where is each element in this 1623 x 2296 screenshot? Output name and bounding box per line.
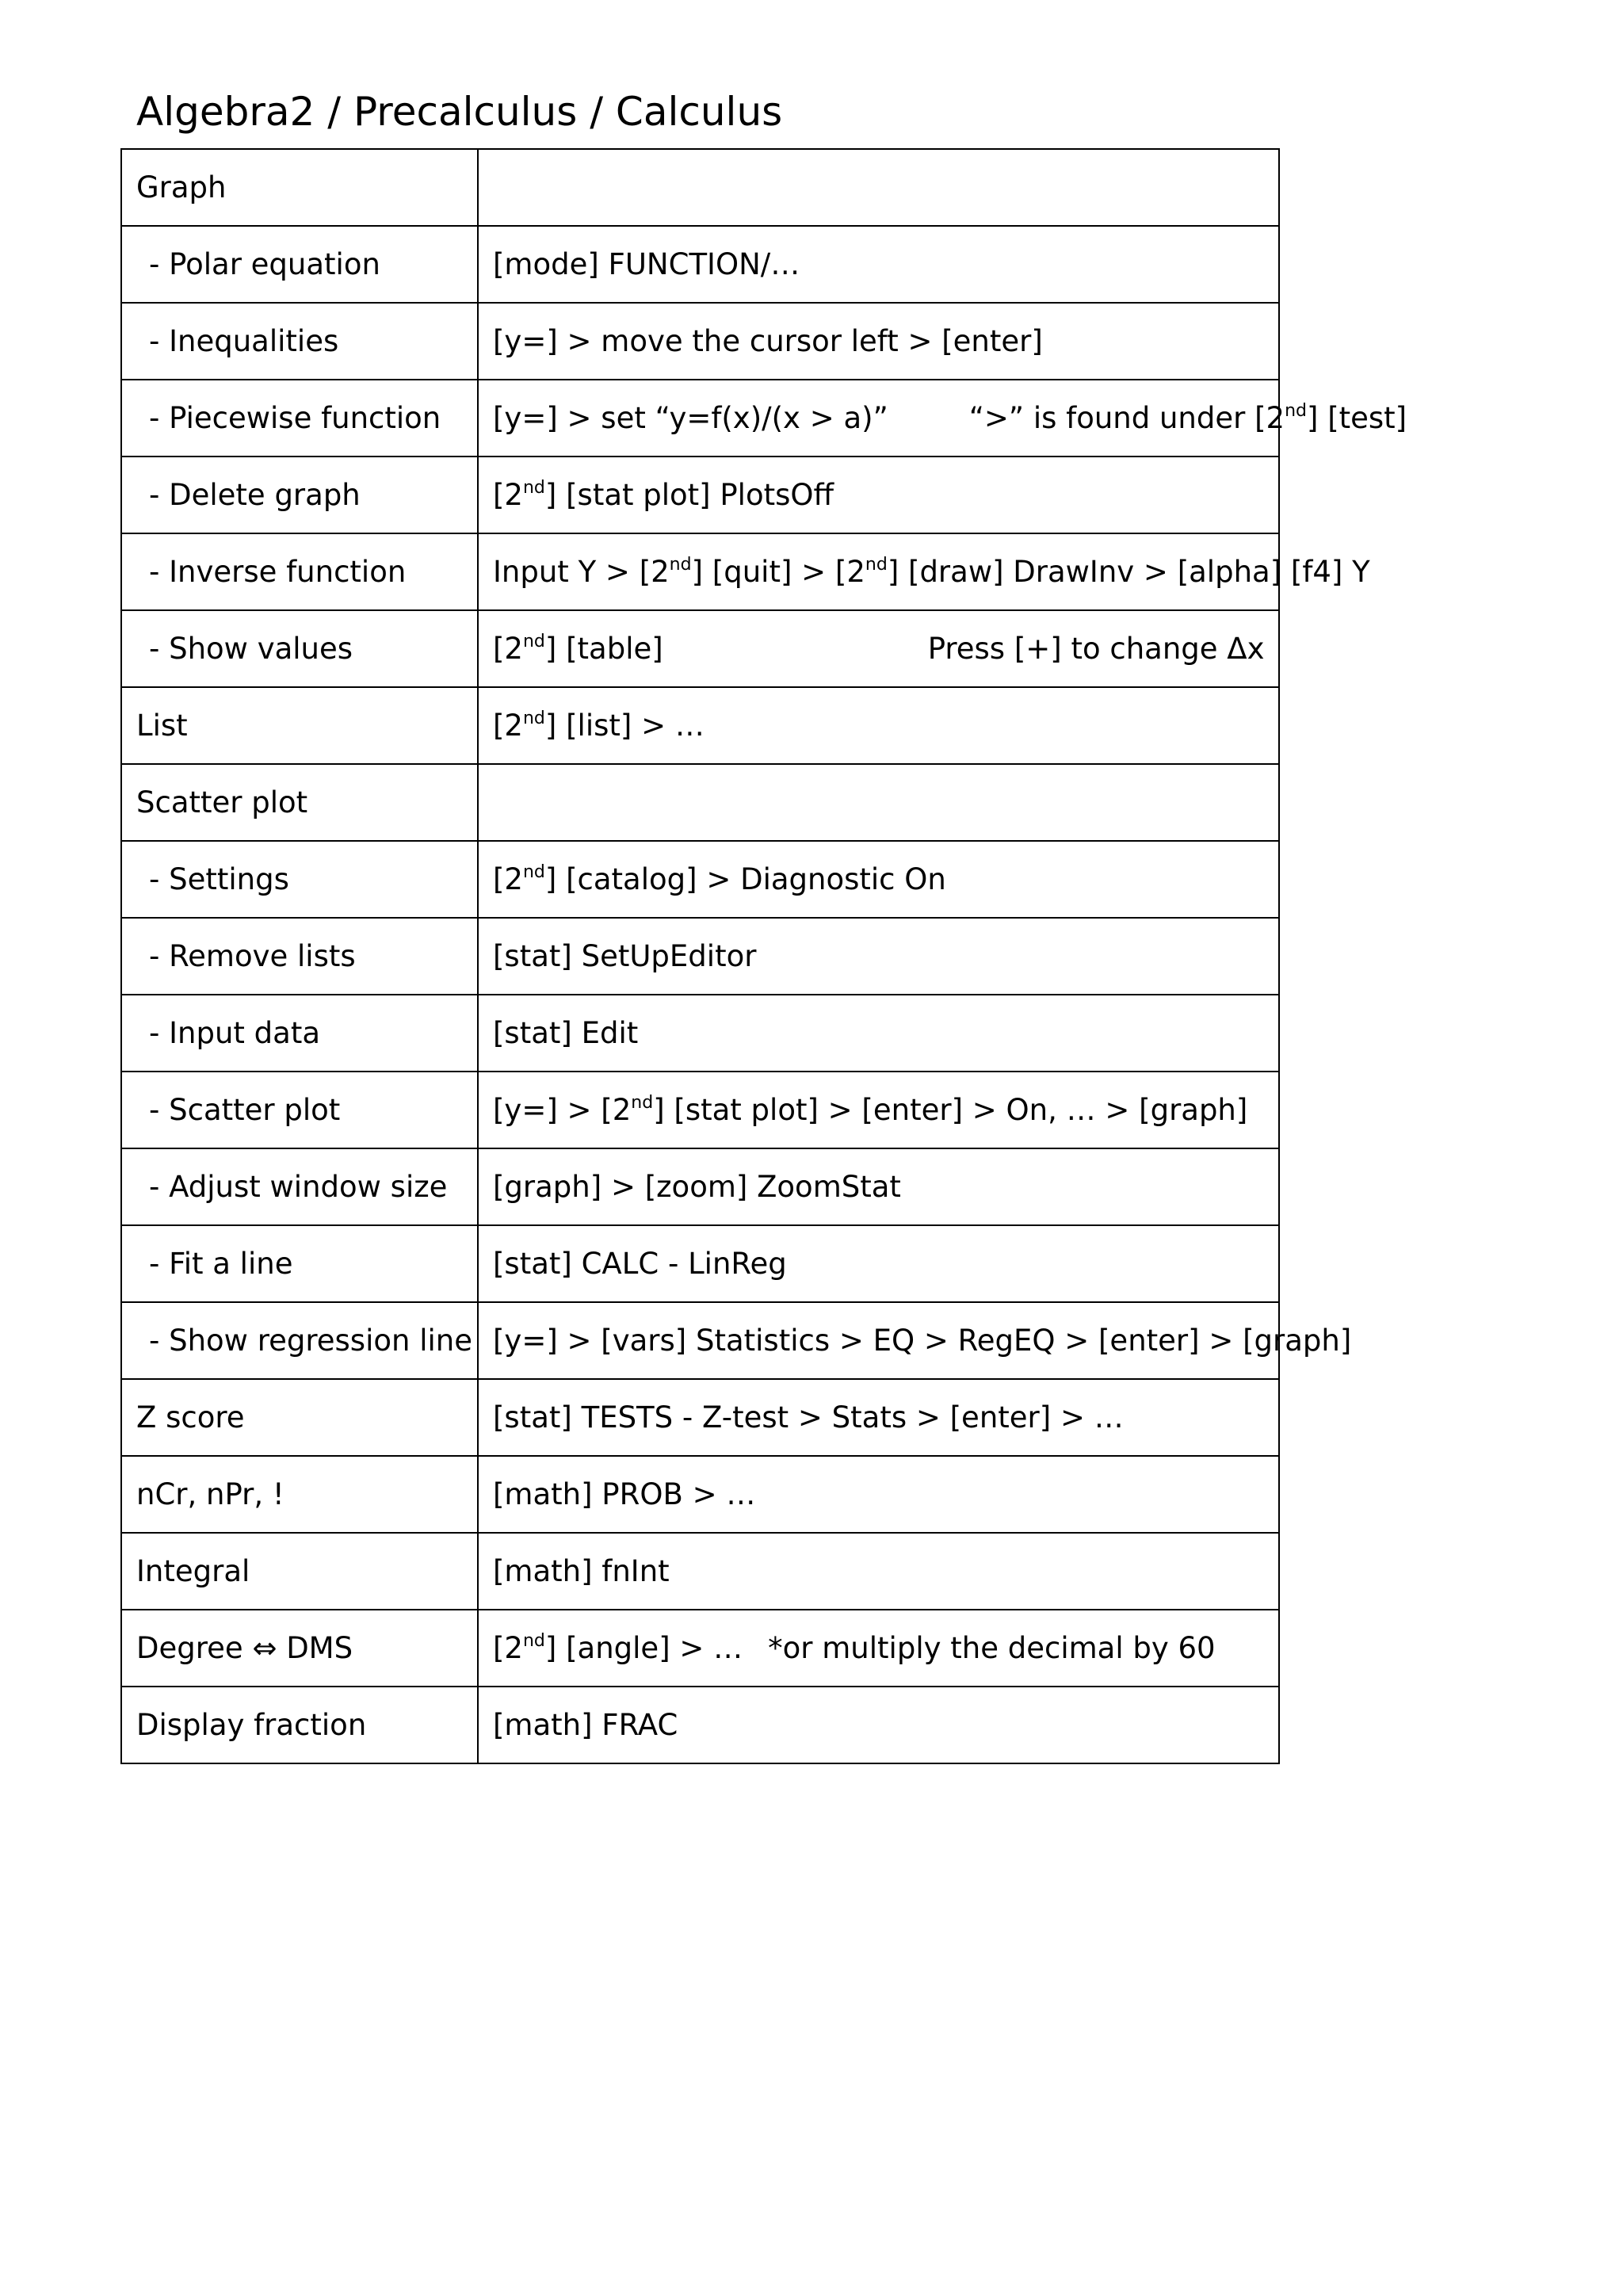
key-sequence-text: [y=] > set “y=f(x)/(x > a)” [493,400,888,435]
key-sequence-cell [478,1610,1279,1687]
key-sequence-cell [478,1687,1279,1763]
key-sequence-text: [graph] > [zoom] ZoomStat [493,1169,901,1204]
note-text: “>” is found under [2 [968,400,1285,435]
key-sequence-cell [478,303,1279,380]
feature-cell: - Inverse function [121,533,478,610]
page-title: Algebra2 / Precalculus / Calculus [136,89,783,135]
table-row [121,533,1279,610]
feature-cell: - Scatter plot [121,1072,478,1148]
feature-cell: Degree ⇔ DMS [121,1610,478,1687]
note-text: *or multiply the decimal by 60 [768,1630,1216,1665]
key-sequence-cell [478,1148,1279,1225]
key-sequence-text: [2 [493,708,523,743]
table-row [121,1533,1279,1610]
table-row [121,149,1279,226]
table-row [121,1456,1279,1533]
shortcut-table-body [121,149,1407,1763]
table-row [121,687,1279,764]
key-sequence-text: ] [stat plot] PlotsOff [544,477,834,512]
feature-cell: - Input data [121,995,478,1072]
superscript-text: nd [1285,400,1307,421]
superscript-text: nd [865,554,888,575]
feature-cell: - Inequalities [121,303,478,380]
table-row [121,1225,1279,1302]
key-sequence-text: [stat] CALC - LinReg [493,1246,787,1281]
superscript-text: nd [522,477,545,498]
key-sequence-text: [stat] Edit [493,1015,639,1050]
key-sequence-cell [478,1379,1279,1456]
key-sequence-text: [2 [493,631,523,666]
cell-note [768,1631,1215,1665]
shortcut-table [120,148,1407,1764]
superscript-text: nd [669,554,692,575]
feature-cell: - Show regression line [121,1302,478,1379]
table-row [121,764,1279,841]
key-sequence-text: ] [angle] > … [544,1630,743,1665]
key-sequence-cell [478,764,1279,841]
key-sequence-text: ] [stat plot] > [enter] > On, … > [graph] [653,1092,1248,1127]
key-sequence-text: [mode] FUNCTION/… [493,246,800,281]
feature-cell: Scatter plot [121,764,478,841]
feature-cell: - Piecewise function [121,380,478,457]
key-sequence-text: [y=] > move the cursor left > [enter] [493,323,1043,358]
key-sequence-text: ] [list] > … [544,708,705,743]
key-sequence-text: [math] PROB > … [493,1477,756,1511]
table-row [121,918,1279,995]
feature-cell: - Show values [121,610,478,687]
note-text: ] [test] [1307,400,1407,435]
feature-cell: List [121,687,478,764]
key-sequence-cell [478,841,1279,918]
feature-cell: - Fit a line [121,1225,478,1302]
key-sequence-cell [478,457,1279,533]
superscript-text: nd [522,861,545,882]
key-sequence-text: Input Y > [2 [493,554,670,589]
cell-note [928,632,1265,667]
key-sequence-text: [2 [493,477,523,512]
key-sequence-text: [math] FRAC [493,1707,678,1742]
feature-cell: - Settings [121,841,478,918]
key-sequence-cell [478,610,1279,687]
key-sequence-text: [y=] > [2 [493,1092,632,1127]
key-sequence-text: [math] fnInt [493,1553,670,1588]
table-row [121,1148,1279,1225]
key-sequence-text: ] [draw] DrawInv > [alpha] [f4] Y [887,554,1370,589]
key-sequence-text: ] [table] [544,631,663,666]
superscript-text: nd [631,1092,654,1113]
key-sequence-text: ] [quit] > [2 [691,554,865,589]
key-sequence-cell [478,995,1279,1072]
key-sequence-text: ] [catalog] > Diagnostic On [544,861,946,896]
table-row [121,380,1279,457]
key-sequence-cell [478,226,1279,303]
key-sequence-text: [stat] TESTS - Z-test > Stats > [enter] > … [493,1400,1124,1435]
cell-note [969,401,1407,436]
feature-cell: - Polar equation [121,226,478,303]
key-sequence-text: [stat] SetUpEditor [493,938,757,973]
key-sequence-cell [478,687,1279,764]
superscript-text: nd [522,631,545,651]
table-row [121,1302,1279,1379]
table-row [121,457,1279,533]
feature-cell: Integral [121,1533,478,1610]
table-row [121,226,1279,303]
feature-cell: - Delete graph [121,457,478,533]
feature-cell: - Adjust window size [121,1148,478,1225]
table-row [121,841,1279,918]
key-sequence-text: [2 [493,1630,523,1665]
key-sequence-cell [478,1456,1279,1533]
note-text: Press [+] to change Δx [927,631,1265,666]
superscript-text: nd [522,708,545,728]
key-sequence-cell [478,918,1279,995]
key-sequence-text: [2 [493,861,523,896]
table-row [121,1379,1279,1456]
key-sequence-cell [478,149,1279,226]
table-row [121,1687,1279,1763]
feature-cell: - Remove lists [121,918,478,995]
key-sequence-cell [478,380,1407,457]
key-sequence-cell [478,1302,1352,1379]
feature-cell: Display fraction [121,1687,478,1763]
table-row [121,995,1279,1072]
key-sequence-cell [478,1533,1279,1610]
key-sequence-cell [478,1072,1279,1148]
feature-cell: nCr, nPr, ! [121,1456,478,1533]
table-row [121,303,1279,380]
key-sequence-text: [y=] > [vars] Statistics > EQ > RegEQ > [enter] > [graph] [493,1323,1352,1358]
key-sequence-cell [478,1225,1279,1302]
feature-cell: Z score [121,1379,478,1456]
feature-cell: Graph [121,149,478,226]
table-row [121,610,1279,687]
key-sequence-cell [478,533,1370,610]
superscript-text: nd [522,1630,545,1651]
table-row [121,1610,1279,1687]
table-row [121,1072,1279,1148]
